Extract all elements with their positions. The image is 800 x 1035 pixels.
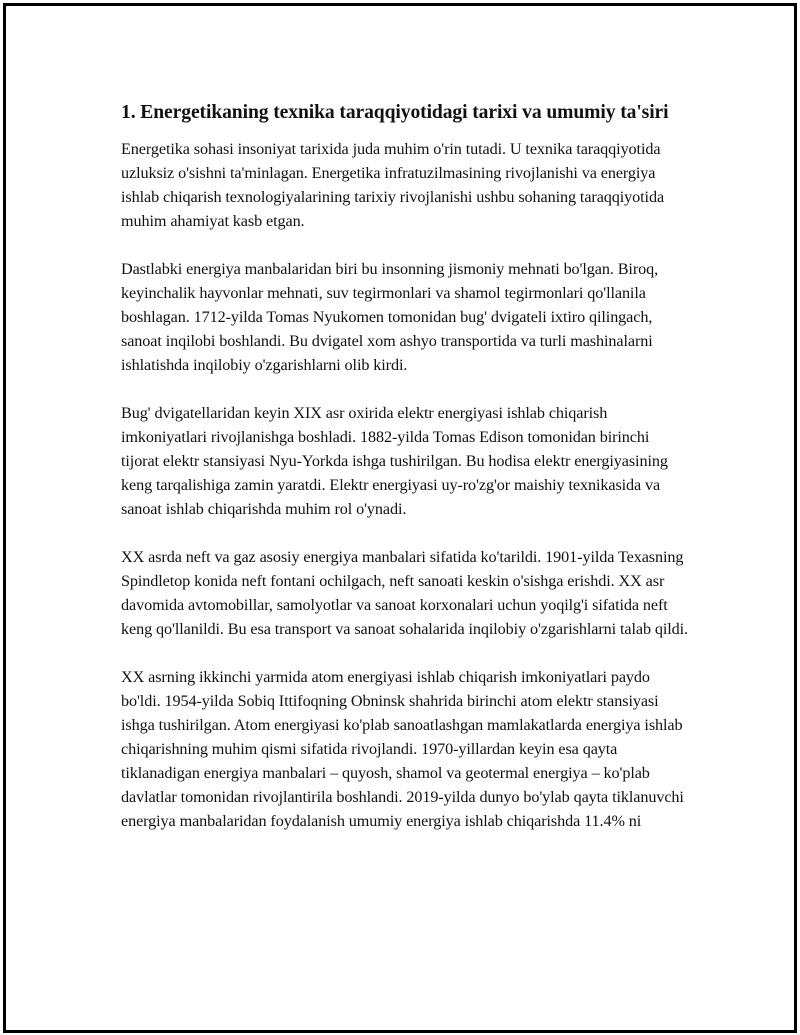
- paragraph-intro: Energetika sohasi insoniyat tarixida juda muhim o'rin tutadi. U texnika taraqqiyotida uzluksiz o'sishni ta'minlagan. Energetika infratuzilmasining rivojlanishi va energiya ishlab chiqarish texnologiyalarining tarixiy rivojlanishi ushbu sohaning taraqqiyotida muhim ahamiyat kasb etgan.: [121, 140, 665, 230]
- section-heading: 1. Energetikaning texnika taraqqiyotidagi tarixi va umumiy ta'siri: [121, 102, 669, 123]
- paragraph-atomic-renewable: XX asrning ikkinchi yarmida atom energiyasi ishlab chiqarish imkoniyatlari paydo bo'ldi. 1954-yilda Sobiq Ittifoqning Obninsk shahrida birinchi atom elektr stansiyasi ishga tushirilgan. Atom energiyasi ko'plab sanoatlashgan mamlakatlarda energiya ishlab chiqarishning muhim qismi sifatida rivojlandi. 1970-yillardan keyin esa qayta tiklanadigan energiya manbalari – quyosh, shamol va geotermal energiya – ko'plab davlatlar tomonidan rivojlantirila boshlandi. 2019-yilda dunyo bo'ylab qayta tiklanuvchi energiya manbalaridan foydalanish umumiy energiya ishlab chiqarishda 11.4% ni: [121, 668, 684, 830]
- document-body: [121, 99, 691, 857]
- paragraph-early-energy: Dastlabki energiya manbalaridan biri bu insonning jismoniy mehnati bo'lgan. Biroq, keyinchalik hayvonlar mehnati, suv tegirmonlari va shamol tegirmonlari qo'llanila boshlagan. 1712-yilda Tomas Nyukomen tomonidan bug' dvigateli ixtiro qilingach, sanoat inqilobi boshlandi. Bu dvigatel xom ashyo transportida va turli mashinalarni ishlatishda inqilobiy o'zgarishlarni olib kirdi.: [121, 260, 659, 374]
- paragraph-electricity: Bug' dvigatellaridan keyin XIX asr oxirida elektr energiyasi ishlab chiqarish imkoniyatlari rivojlanishga boshladi. 1882-yilda Tomas Edison tomonidan birinchi tijorat elektr stansiyasi Nyu-Yorkda ishga tushirilgan. Bu hodisa elektr energiyasining keng tarqalishiga zamin yaratdi. Elektr energiyasi uy-ro'zg'or maishiy texnikasida va sanoat ishlab chiqarishda muhim rol o'ynadi.: [121, 404, 668, 518]
- document-page: [3, 3, 797, 1033]
- paragraph-oil-gas: XX asrda neft va gaz asosiy energiya manbalari sifatida ko'tarildi. 1901-yilda Texasning Spindletop konida neft fontani ochilgach, neft sanoati keskin o'sishga erishdi. XX asr davomida avtomobillar, samolyotlar va sanoat korxonalari uchun yoqilg'i sifatida neft keng qo'llanildi. Bu esa transport va sanoat sohalarida inqilobiy o'zgarishlarni talab qildi.: [121, 548, 689, 638]
